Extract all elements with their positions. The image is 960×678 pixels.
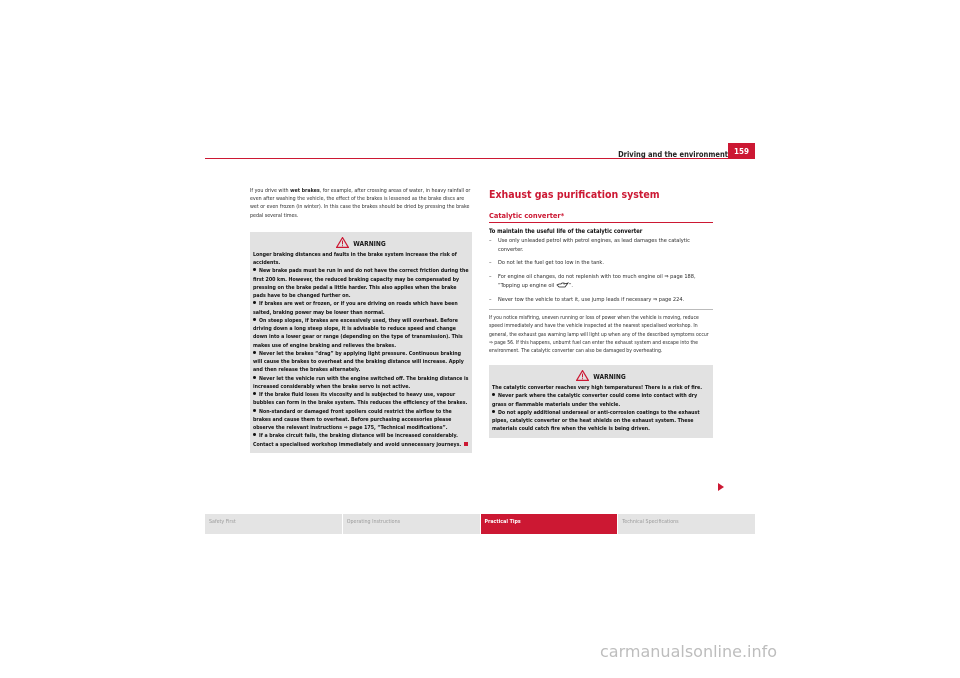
bullet-icon — [253, 392, 256, 395]
warning-label: WARNING — [353, 239, 386, 248]
end-of-section-icon — [464, 442, 468, 446]
warning-item — [492, 409, 710, 434]
warning-item-text: Never let the vehicle run with the engine switched off. The braking distance is increased considerably when the brake servo is not active. — [253, 375, 469, 390]
warning-item — [253, 408, 469, 433]
warning-item-text: Do not apply additional underseal or anti-corrosion coatings to the exhaust pipes, catalytic converter or the heat shields on the exhaust system. These materials could catch fire when the vehicle is being driven. — [492, 409, 700, 433]
bullet-icon — [253, 318, 256, 321]
warning-item — [253, 350, 469, 375]
list-item — [489, 237, 713, 254]
list-item — [489, 273, 713, 290]
bullet-icon — [492, 393, 495, 396]
continue-arrow-icon — [718, 483, 724, 491]
running-title: Driving and the environment — [618, 150, 728, 159]
warning-heading — [253, 237, 469, 249]
warning-triangle-icon — [576, 370, 589, 381]
maintenance-steps — [489, 237, 713, 304]
list-item — [489, 296, 713, 305]
step-text-end: ”. — [568, 282, 574, 289]
bullet-icon — [253, 351, 256, 354]
warning-item-text: On steep slopes, if brakes are excessively used, they will overheat. Before driving down a long steep slope, it is advisable to reduce speed and change down into a lower gear or range (depending on the type of transmission). This makes use of engine braking and relieves the brakes. — [253, 317, 463, 349]
intro-text-post: , for example, after crossing areas of water, in heavy rainfall or even after washing the vehicle, the effect of the brakes is lessened as the brake discs are wet or even frozen (in winter). In this case the brakes should be dried by pressing the brake pedal several times. — [250, 188, 471, 219]
bullet-icon — [492, 410, 495, 413]
warning-item — [253, 432, 469, 449]
steps-heading: To maintain the useful life of the catalytic converter — [489, 229, 643, 235]
warning-item-text: If brakes are wet or frozen, or if you are driving on roads which have been salted, braking power may be lower than normal. — [253, 301, 458, 316]
page-number: 159 — [728, 143, 755, 159]
footer-tabs — [205, 514, 755, 534]
list-item — [489, 259, 713, 268]
warning-item-text: If a brake circuit fails, the braking distance will be increased considerably. Contact a specialised workshop immediately and avoid unnecessary journeys. — [253, 433, 462, 448]
section-title: Exhaust gas purification system — [489, 189, 660, 201]
dash-marker: – — [489, 260, 492, 267]
bullet-icon — [253, 409, 256, 412]
warning-item-text: New brake pads must be run in and do not have the correct friction during the first 200 km. However, the reduced braking capacity may be compensated by pressing on the brake pedal a little harder. This also applies when the brake pads have to be changed further on. — [253, 268, 469, 300]
oil-can-icon — [556, 282, 569, 288]
bullet-icon — [253, 433, 256, 436]
warning-heading — [492, 370, 710, 382]
misfire-paragraph: If you notice misfiring, uneven running or loss of power when the vehicle is moving, reduce speed immediately and have the vehicle inspected at the nearest specialised workshop. In general, the exhaust gas warning lamp will light up when any of the described symptoms occur ⇒ page 56. If this happens, unburnt fuel can enter the exhaust system and escape into the environment. The catalytic converter can also be damaged by overheating. — [489, 315, 709, 355]
warning-triangle-icon — [336, 237, 349, 248]
warning-item — [253, 300, 469, 317]
intro-bold-term: wet brakes — [290, 188, 320, 194]
catalytic-warning-box — [489, 365, 713, 438]
tab-technical-specifications[interactable]: Technical Specifications — [618, 514, 755, 534]
warning-label: WARNING — [593, 373, 626, 382]
step-text: Never tow the vehicle to start it, use jump leads if necessary ⇒ page 224. — [498, 296, 685, 303]
warning-item-text: Non-standard or damaged front spoilers could restrict the airflow to the brakes and cause them to overheat. Before purchasing accessories please observe the relevant instructions ⇒ page 175, “Technical modifications”. — [253, 408, 452, 432]
tab-practical-tips[interactable]: Practical Tips — [481, 514, 619, 534]
warning-item — [253, 391, 469, 408]
warning-item-text: Never park where the catalytic converter could come into contact with dry grass or flammable materials under the vehicle. — [492, 393, 698, 408]
warning-item — [253, 317, 469, 350]
bullet-icon — [253, 301, 256, 304]
warning-item-text: If the brake fluid loses its viscosity and is subjected to heavy use, vapour bubbles can form in the brake system. This reduces the efficiency of the brakes. — [253, 392, 468, 407]
dash-marker: – — [489, 296, 492, 303]
intro-paragraph — [250, 187, 472, 220]
left-column — [250, 187, 472, 453]
step-text: Use only unleaded petrol with petrol engines, as lead damages the catalytic converter. — [498, 238, 690, 253]
step-text: For engine oil changes, do not replenish with too much engine oil ⇒ page 188, “Topping up engine oil — [498, 274, 696, 289]
dash-marker: – — [489, 238, 492, 244]
watermark: carmanualsonline.info — [600, 642, 778, 661]
warning-item — [253, 267, 469, 300]
warning-item — [492, 392, 710, 409]
tab-operating-instructions[interactable]: Operating Instructions — [343, 514, 481, 534]
warning-lead: The catalytic converter reaches very high temperatures! There is a risk of fire. — [492, 385, 703, 392]
tab-safety-first[interactable]: Safety First — [205, 514, 343, 534]
warning-lead: Longer braking distances and faults in the brake system increase the risk of accidents. — [253, 251, 457, 267]
step-text: Do not let the fuel get too low in the tank. — [498, 260, 604, 267]
bullet-icon — [253, 376, 256, 379]
warning-item — [253, 375, 469, 392]
subsection-title: Catalytic converter* — [489, 211, 713, 223]
dash-marker: – — [489, 274, 492, 281]
warning-item-text: Never let the brakes “drag” by applying light pressure. Continuous braking will cause the brakes to overheat and the braking distance will increase. Apply and then release the brakes alternately. — [253, 350, 464, 374]
right-column — [489, 187, 713, 438]
brake-warning-box — [250, 232, 472, 453]
divider — [489, 309, 713, 310]
bullet-icon — [253, 268, 256, 271]
intro-text-pre: If you drive with — [250, 188, 291, 194]
